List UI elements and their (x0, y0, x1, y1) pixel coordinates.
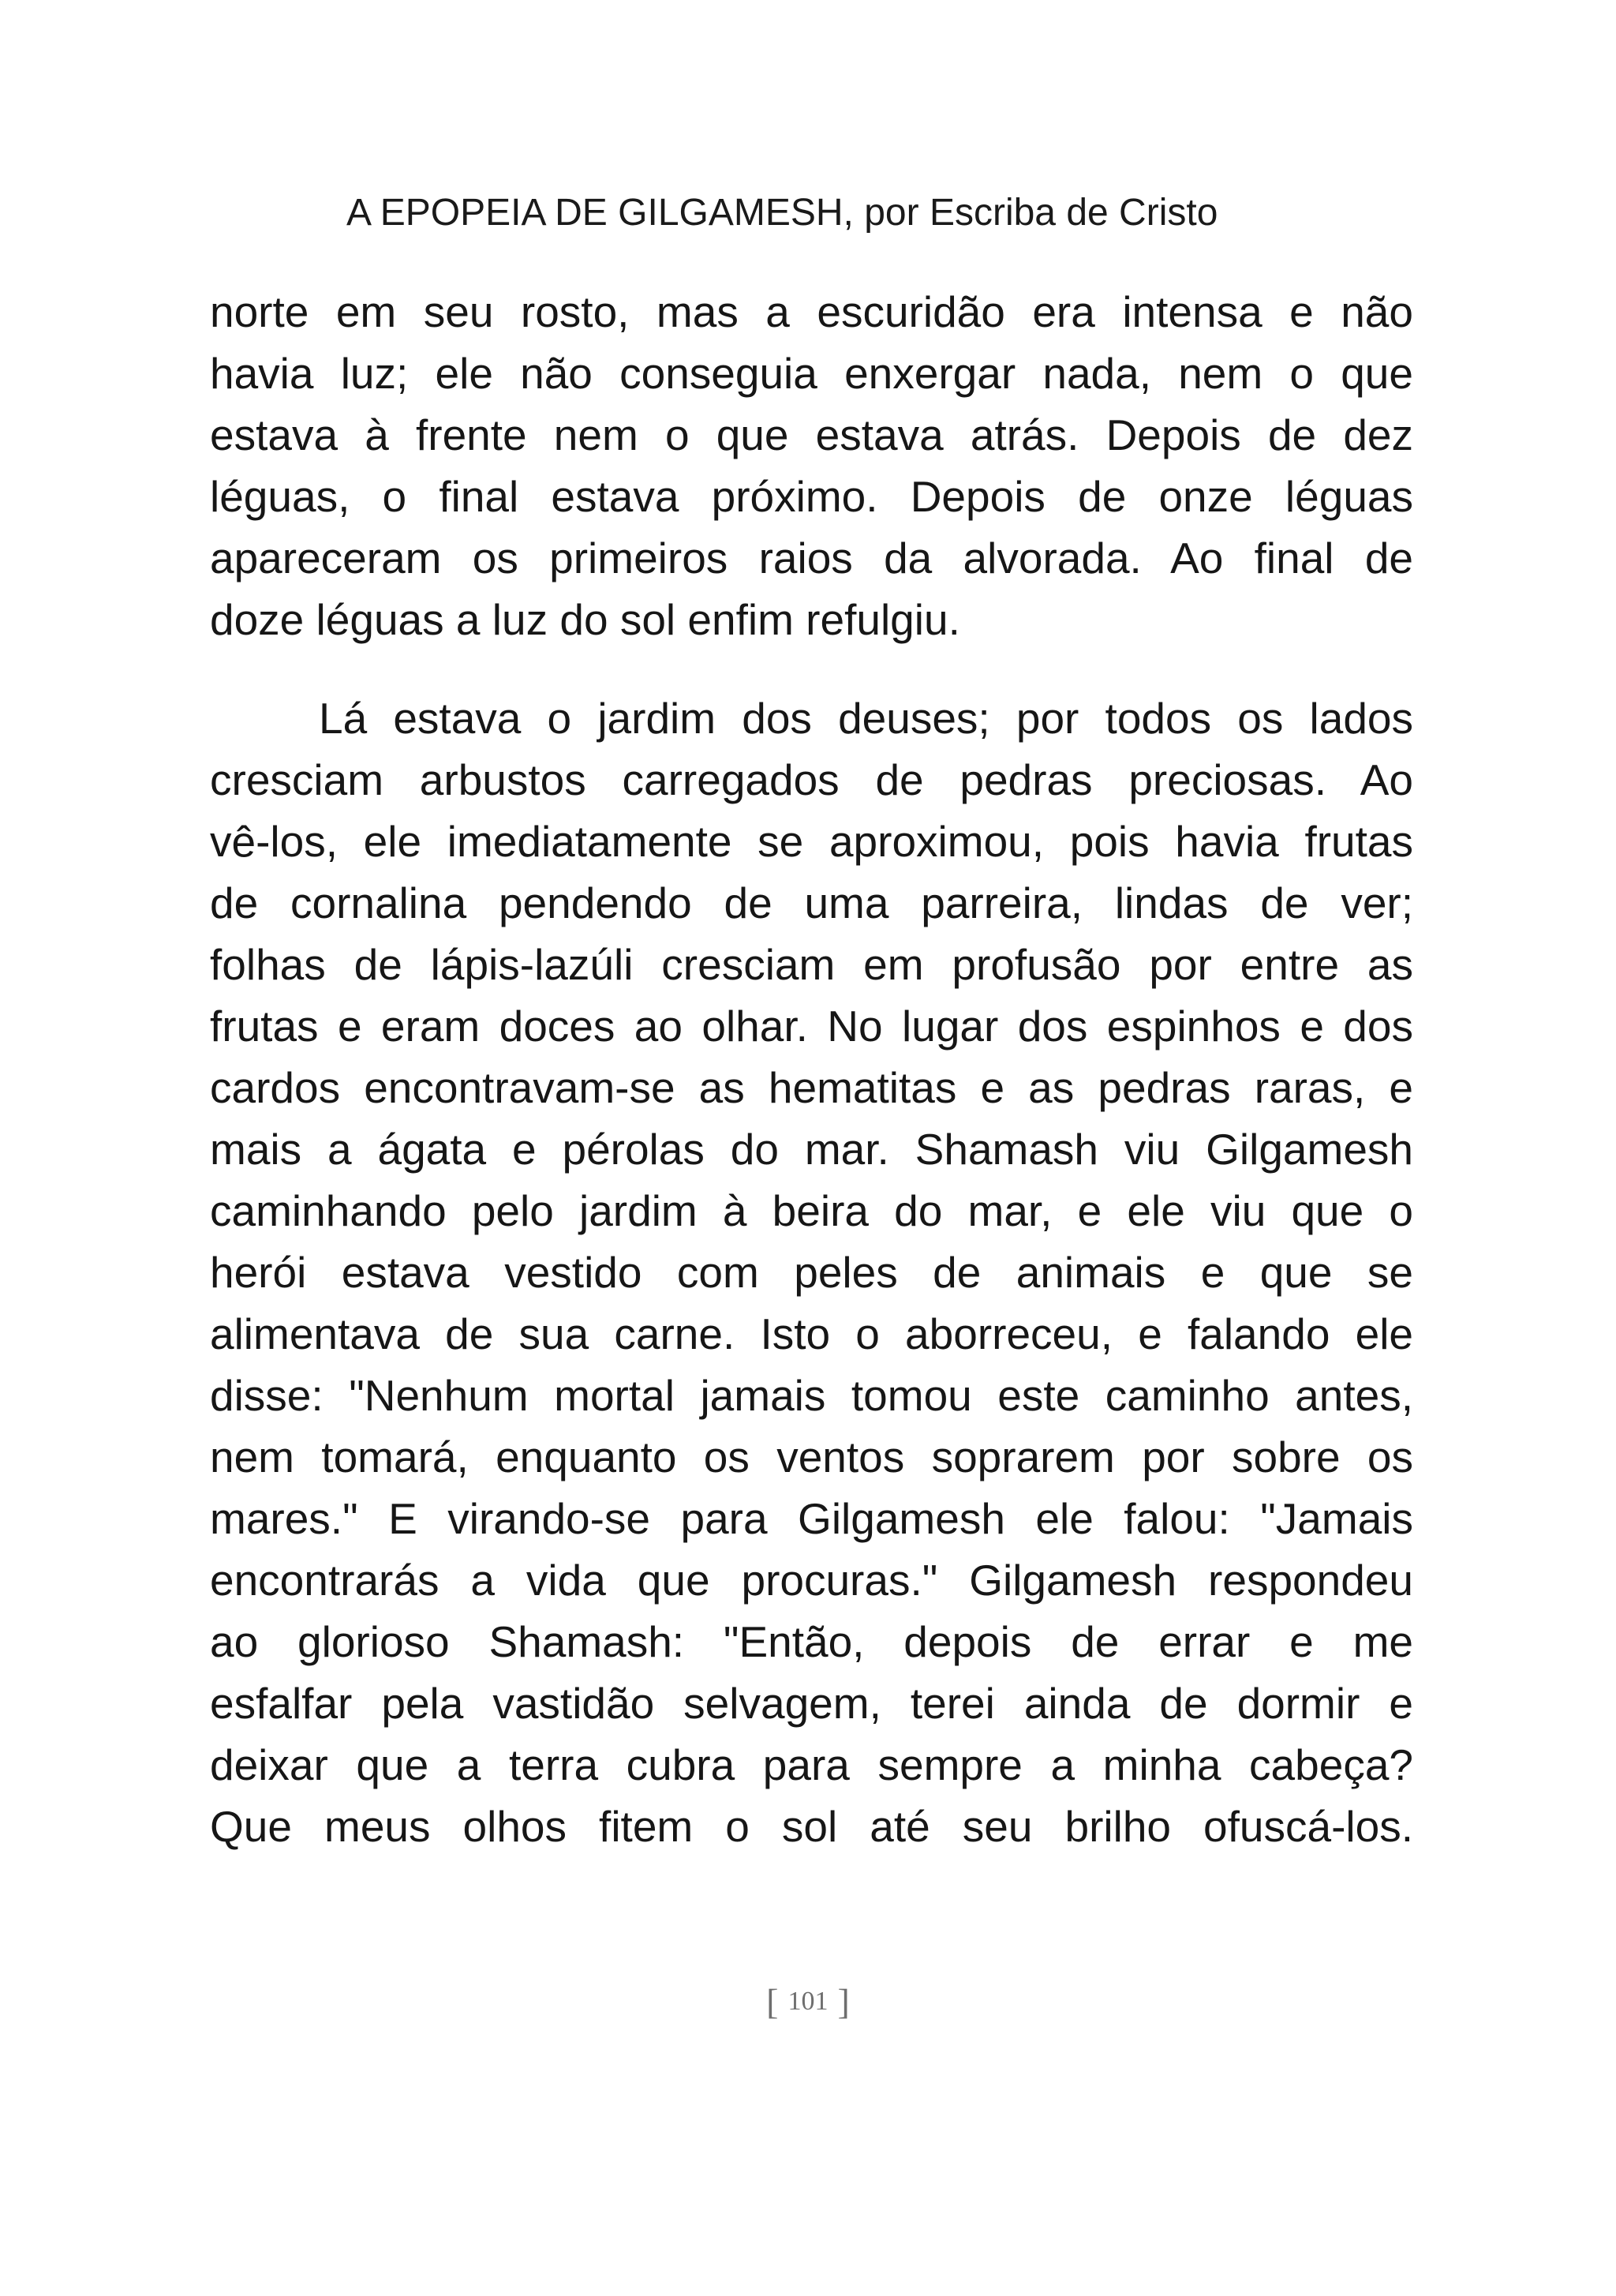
text-line: caminhando pelo jardim à beira do mar, e ele viu que o (210, 1186, 1413, 1235)
text-line: de cornalina pendendo de uma parreira, lindas de ver; (210, 878, 1413, 927)
text-line: mares." E virando-se para Gilgamesh ele falou: "Jamais (210, 1494, 1413, 1543)
text-line: disse: "Nenhum mortal jamais tomou este caminho antes, (210, 1371, 1413, 1420)
text-line: doze léguas a luz do sol enfim refulgiu. (210, 595, 960, 644)
text-line: esfalfar pela vastidão selvagem, terei ainda de dormir e (210, 1679, 1413, 1728)
text-line: vê-los, ele imediatamente se aproximou, pois havia frutas (210, 817, 1413, 866)
paragraph (210, 687, 1413, 1857)
text-line: norte em seu rosto, mas a escuridão era intensa e não (210, 287, 1413, 336)
text-line: havia luz; ele não conseguia enxergar nada, nem o que (210, 349, 1413, 398)
running-header: A EPOPEIA DE GILGAMESH, por Escriba de Cristo (346, 192, 1218, 234)
text-line: folhas de lápis-lazúli cresciam em profusão por entre as (210, 940, 1413, 989)
text-line: ao glorioso Shamash: "Então, depois de errar e me (210, 1617, 1413, 1666)
text-line: cresciam arbustos carregados de pedras preciosas. Ao (210, 755, 1413, 804)
page-number-bracket-close: ] (837, 1981, 850, 2022)
page-number-footer (0, 1980, 1616, 2024)
text-line: mais a ágata e pérolas do mar. Shamash viu Gilgamesh (210, 1125, 1413, 1174)
page-number: 101 (787, 1987, 829, 2017)
text-line: cardos encontravam-se as hematitas e as pedras raras, e (210, 1063, 1413, 1112)
text-line: léguas, o final estava próximo. Depois de onze léguas (210, 472, 1413, 521)
body-text (210, 281, 1413, 1857)
text-line: apareceram os primeiros raios da alvorada. Ao final de (210, 534, 1413, 582)
text-line: deixar que a terra cubra para sempre a minha cabeça? (210, 1740, 1413, 1789)
text-line: frutas e eram doces ao olhar. No lugar dos espinhos e dos (210, 1002, 1413, 1051)
text-line: nem tomará, enquanto os ventos soprarem por sobre os (210, 1433, 1413, 1481)
text-line: estava à frente nem o que estava atrás. Depois de dez (210, 410, 1413, 459)
text-line: alimentava de sua carne. Isto o aborreceu, e falando ele (210, 1309, 1413, 1358)
paragraph (210, 281, 1413, 650)
text-line: herói estava vestido com peles de animais e que se (210, 1248, 1413, 1297)
text-line: encontrarás a vida que procuras." Gilgamesh respondeu (210, 1556, 1413, 1605)
text-line: Que meus olhos fitem o sol até seu brilho ofuscá-los. (210, 1802, 1413, 1851)
text-line: Lá estava o jardim dos deuses; por todos os lados (319, 694, 1413, 743)
page-number-bracket-open: [ (766, 1981, 779, 2022)
